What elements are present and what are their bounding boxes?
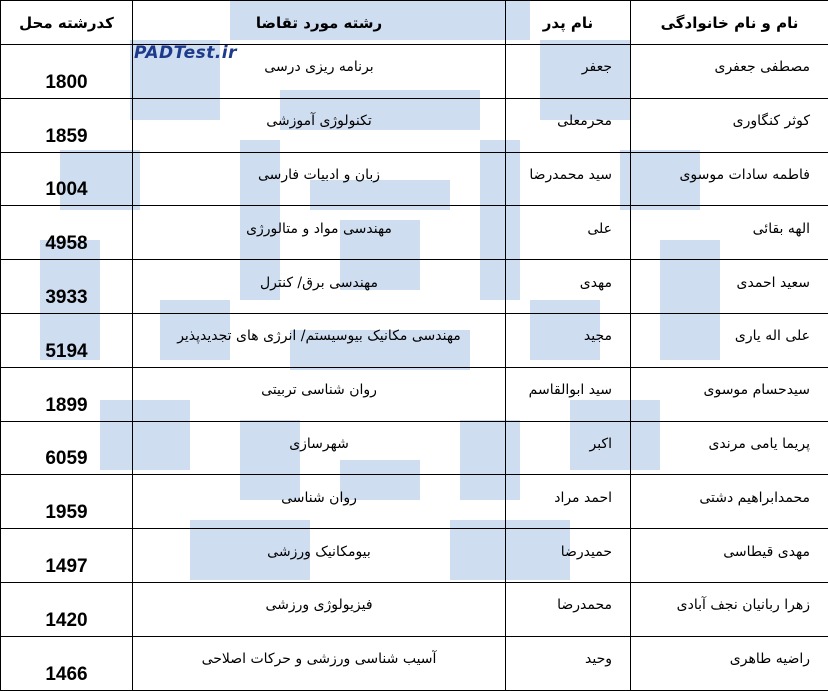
cell-field: آسیب شناسی ورزشی و حرکات اصلاحی (133, 636, 506, 690)
cell-field: برنامه ریزی درسی (133, 45, 506, 99)
table-row (1, 421, 828, 475)
cell-field: بیومکانیک ورزشی (133, 529, 506, 583)
table-row (1, 636, 828, 690)
cell-code: 1497 (1, 529, 133, 583)
cell-code: 1959 (1, 475, 133, 529)
cell-code: 1466 (1, 636, 133, 690)
cell-father: حمیدرضا (506, 529, 631, 583)
cell-father: علی (506, 206, 631, 260)
cell-name: سعید احمدی (631, 260, 828, 314)
cell-code: 6059 (1, 421, 133, 475)
cell-name: پریما یامی مرندی (631, 421, 828, 475)
cell-field: فیزیولوژی ورزشی (133, 582, 506, 636)
cell-father: سید ابوالقاسم (506, 367, 631, 421)
cell-field: مهندسی برق/ کنترل (133, 260, 506, 314)
cell-field: مهندسی مواد و متالورژی (133, 206, 506, 260)
cell-field: مهندسی مکانیک بیوسیستم/ انرژی های تجدیدپذیر (133, 313, 506, 367)
table-row (1, 45, 828, 99)
cell-father: محمدرضا (506, 582, 631, 636)
cell-code: 1859 (1, 98, 133, 152)
cell-field: شهرسازی (133, 421, 506, 475)
cell-name: مصطفی جعفری (631, 45, 828, 99)
cell-field: روان شناسی تربیتی (133, 367, 506, 421)
cell-code: 4958 (1, 206, 133, 260)
table-row (1, 260, 828, 314)
cell-code: 1004 (1, 152, 133, 206)
header-field: رشته مورد تقاضا (133, 1, 506, 45)
cell-code: 1899 (1, 367, 133, 421)
cell-code: 1800 (1, 45, 133, 99)
header-father: نام پدر (506, 1, 631, 45)
table-row (1, 206, 828, 260)
cell-father: وحید (506, 636, 631, 690)
cell-code: 1420 (1, 582, 133, 636)
header-name: نام و نام خانوادگی (631, 1, 828, 45)
cell-name: مهدی قیطاسی (631, 529, 828, 583)
cell-field: زبان و ادبیات فارسی (133, 152, 506, 206)
cell-field: روان شناسی (133, 475, 506, 529)
table-row (1, 582, 828, 636)
cell-name: فاطمه سادات موسوی (631, 152, 828, 206)
cell-name: علی اله یاری (631, 313, 828, 367)
cell-code: 5194 (1, 313, 133, 367)
header-code: کدرشته محل (1, 1, 133, 45)
table-row (1, 152, 828, 206)
cell-name: سیدحسام موسوی (631, 367, 828, 421)
cell-name: محمدابراهیم دشتی (631, 475, 828, 529)
cell-father: مهدی (506, 260, 631, 314)
cell-name: الهه بقائی (631, 206, 828, 260)
header-row (1, 1, 828, 45)
cell-field: تکنولوژی آموزشی (133, 98, 506, 152)
cell-name: راضیه طاهری (631, 636, 828, 690)
table-row (1, 367, 828, 421)
cell-father: مجید (506, 313, 631, 367)
cell-father: محرمعلی (506, 98, 631, 152)
cell-name: کوثر کنگاوری (631, 98, 828, 152)
cell-name: زهرا ربانیان نجف آبادی (631, 582, 828, 636)
cell-father: جعفر (506, 45, 631, 99)
table-row (1, 313, 828, 367)
cell-code: 3933 (1, 260, 133, 314)
table-row (1, 475, 828, 529)
cell-father: احمد مراد (506, 475, 631, 529)
watermark-logo-text: PADTest.ir (134, 43, 237, 63)
table-row (1, 529, 828, 583)
table-row (1, 98, 828, 152)
cell-father: اکبر (506, 421, 631, 475)
cell-father: سید محمدرضا (506, 152, 631, 206)
